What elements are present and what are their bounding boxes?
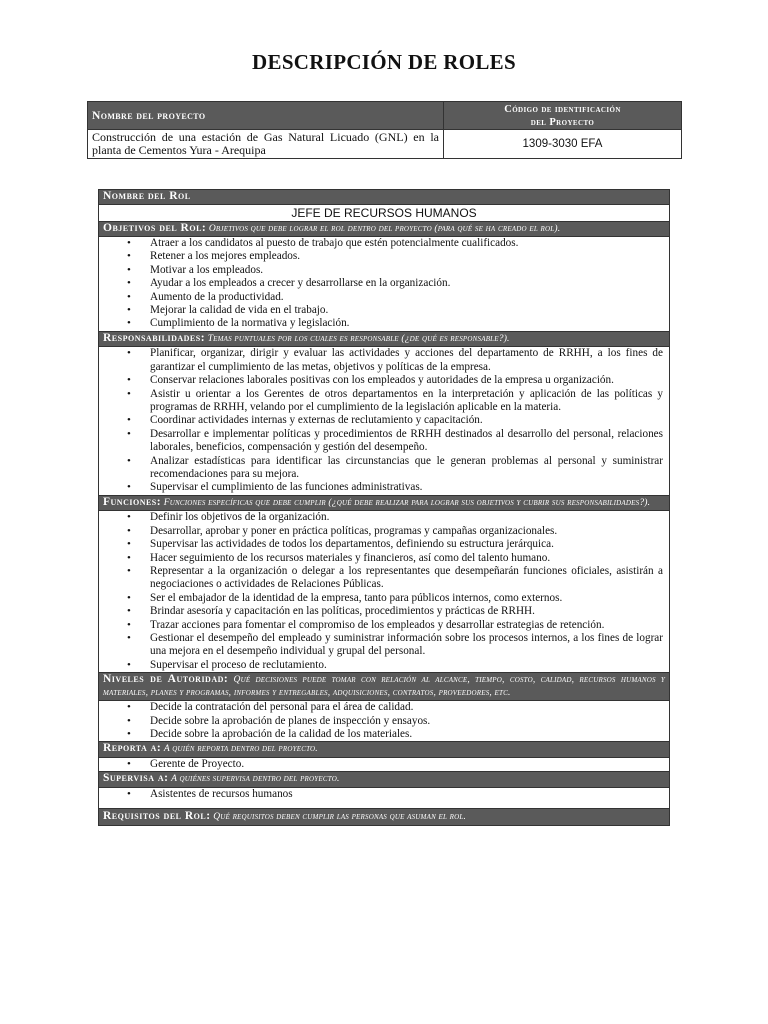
role-table <box>98 189 670 826</box>
functions-label: Funciones: <box>103 495 162 508</box>
responsibilities-label: Responsabilidades: <box>103 331 206 344</box>
supervises-label: Supervisa a: <box>103 772 169 785</box>
list-item: • Definir los objetivos de la organización. <box>150 511 663 524</box>
list-item: • Gestionar el desempeño del empleado y suministrar información sobre los procesos internos, a los fines de lograr una mejora en el desempeño individual y grupal del personal. <box>150 632 663 659</box>
project-name-value <box>88 130 444 159</box>
responsibilities-list <box>99 347 669 495</box>
supervises-list <box>99 788 669 809</box>
list-item: • Gerente de Proyecto. <box>150 758 663 771</box>
page-title: DESCRIPCIÓN DE ROLES <box>252 50 516 74</box>
reports-to-label: Reporta a: <box>103 742 162 755</box>
objectives-description: Objetivos que debe lograr el rol dentro del proyecto (para qué se ha creado el rol). <box>208 223 561 234</box>
list-item: • Supervisar el cumplimiento de las funciones administrativas. <box>150 481 663 494</box>
requirements-header <box>99 809 669 826</box>
authority-list <box>99 701 669 742</box>
project-name-text: Construcción de una estación de Gas Natural Licuado (GNL) en la planta de Cementos Yura - Arequipa <box>92 130 439 157</box>
supervises-description: A quiénes supervisa dentro del proyecto. <box>171 774 340 785</box>
reports-to-list <box>99 758 669 772</box>
list-item: • Representar a la organización o delegar a los representantes que desempeñarán funciones oficiales, asistirán a negociaciones o actividades de Relaciones Públicas. <box>150 565 663 592</box>
list-item: • Desarrollar, aprobar y poner en práctica políticas, programas y campañas organizacionales. <box>150 525 663 538</box>
list-item: • Ayudar a los empleados a crecer y desarrollarse en la organización. <box>150 277 663 290</box>
list-item: • Desarrollar e implementar políticas y procedimientos de RRHH destinados al desarrollo del personal, relaciones laborales, beneficios, compensación y gestión del desempeño. <box>150 428 663 455</box>
project-code-header <box>444 102 682 130</box>
list-item: • Decide sobre la aprobación de planes de inspección y ensayos. <box>150 715 663 728</box>
project-code-header-line2: del Proyecto <box>530 116 595 128</box>
project-code-header-line1: Código de identificación <box>504 103 621 115</box>
role-name-header-label: Nombre del Rol <box>103 190 191 202</box>
list-item: • Supervisar las actividades de todos los departamentos, definiendo su estructura jerárquica. <box>150 538 663 551</box>
list-item: • Cumplimiento de la normativa y legislación. <box>150 317 663 330</box>
project-name-header: Nombre del proyecto <box>88 102 444 130</box>
list-item: • Ser el embajador de la identidad de la empresa, tanto para públicos internos, como externos. <box>150 592 663 605</box>
list-item: • Analizar estadísticas para identificar las circunstancias que le generan problemas al personal y suministrar recomendaciones para su mejora. <box>150 455 663 482</box>
list-item: • Aumento de la productividad. <box>150 291 663 304</box>
list-item: • Brindar asesoría y capacitación en las políticas, procedimientos y prácticas de RRHH. <box>150 605 663 618</box>
functions-header <box>99 496 669 512</box>
list-item: • Planificar, organizar, dirigir y evaluar las actividades y acciones del departamento de RRHH, a los fines de garantizar el cumplimiento de las metas, objetivos y políticas de la empresa. <box>150 347 663 374</box>
objectives-list <box>99 237 669 332</box>
role-name-header <box>99 190 669 205</box>
list-item: • Hacer seguimiento de los recursos materiales y financieros, así como del talento humano. <box>150 552 663 565</box>
responsibilities-description: Temas puntuales por los cuales es responsable (¿de qué es responsable?). <box>207 333 510 344</box>
authority-label: Niveles de Autoridad: <box>103 673 229 686</box>
reports-to-description: A quién reporta dentro del proyecto. <box>163 744 318 755</box>
list-item: • Trazar acciones para fomentar el compromiso de los empleados y desarrollar estrategias de retención. <box>150 619 663 632</box>
list-item: • Asistir u orientar a los Gerentes de otros departamentos en la interpretación y aplicación de las políticas y programas de RRHH, velando por el cumplimiento de la legislación aplicable en la materia. <box>150 388 663 415</box>
authority-header <box>99 673 669 701</box>
requirements-description: Qué requisitos deben cumplir las personas que asuman el rol. <box>213 811 467 822</box>
responsibilities-header <box>99 332 669 348</box>
list-item: • Atraer a los candidatos al puesto de trabajo que estén potencialmente cualificados. <box>150 237 663 250</box>
list-item: • Decide sobre la aprobación de la calidad de los materiales. <box>150 728 663 741</box>
authority-description: Qué decisiones puede tomar con relación al alcance, tiempo, costo, calidad, recursos humanos y materiales, planes y programas, informes y entregables, adquisiciones, contratos, proveedores, etc. <box>103 675 666 698</box>
objectives-label: Objetivos del Rol: <box>103 221 207 234</box>
reports-to-header <box>99 742 669 758</box>
functions-list <box>99 511 669 673</box>
project-code-value: 1309-3030 EFA <box>444 130 682 159</box>
role-name-value: JEFE DE RECURSOS HUMANOS <box>99 205 669 222</box>
list-item: • Conservar relaciones laborales positivas con los empleados y autoridades de la empresa u organización. <box>150 374 663 387</box>
project-table <box>87 101 682 159</box>
list-item: • Decide la contratación del personal para el área de calidad. <box>150 701 663 714</box>
objectives-header <box>99 222 669 238</box>
list-item: • Retener a los mejores empleados. <box>150 250 663 263</box>
functions-description: Funciones específicas que debe cumplir (¿qué debe realizar para lograr sus objetivos y cubrir sus responsabilidades?). <box>163 497 651 508</box>
requirements-label: Requisitos del Rol: <box>103 809 211 822</box>
list-item: • Mejorar la calidad de vida en el trabajo. <box>150 304 663 317</box>
list-item: • Supervisar el proceso de reclutamiento. <box>150 659 663 672</box>
list-item: • Coordinar actividades internas y externas de reclutamiento y capacitación. <box>150 414 663 427</box>
list-item: • Motivar a los empleados. <box>150 264 663 277</box>
list-item: • Asistentes de recursos humanos <box>150 788 663 801</box>
supervises-header <box>99 772 669 788</box>
